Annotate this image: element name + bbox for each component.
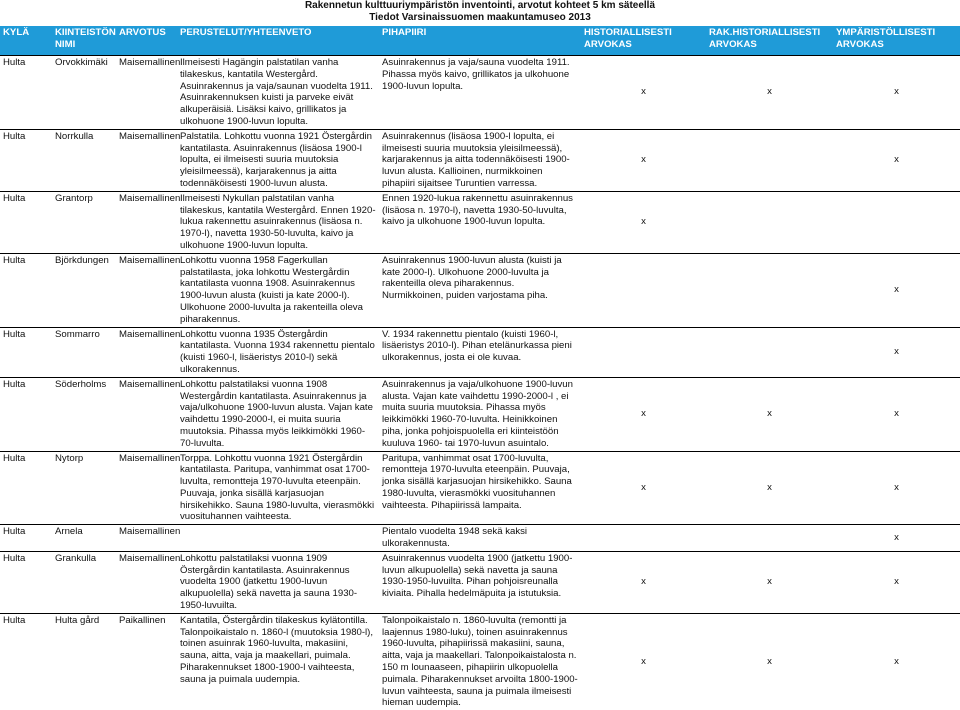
cell-ymparistollisesti: x [833, 377, 960, 451]
cell-pihapiiri: Asuinrakennus (lisäosa 1900-l lopulta, ei ilmeisesti suuria muutoksia yleisilmeessä), karjarakennus ja aitta todennäköisesti 1900-luvun alusta. Kallioinen, nurmikkoinen pihapiiri sijaitsee Turuntien varressa. [379, 129, 581, 191]
cell-kyla: Hulta [0, 377, 52, 451]
cell-perustelut: Lohkottu vuonna 1935 Östergårdin kantatilasta. Vuonna 1934 rakennettu pientalo (kuisti 1960-l, lisäeristys 2010-l) sekä ulkorakennus. [177, 327, 379, 377]
cell-ymparistollisesti: x [833, 253, 960, 327]
cell-nimi: Hulta gård [52, 613, 116, 710]
cell-historiallisesti [581, 525, 706, 552]
cell-perustelut: Lohkottu palstatilaksi vuonna 1909 Östergårdin kantatilasta. Asuinrakennus vuodelta 1900 (jatkettu 1900-luvun alkupuolella) sekä navetta ja sauna 1930-1950-luvuilta. [177, 551, 379, 613]
cell-ymparistollisesti: x [833, 551, 960, 613]
cell-rak-historiallisesti [706, 129, 833, 191]
cell-rak-historiallisesti: x [706, 377, 833, 451]
table-row [0, 551, 960, 613]
cell-rak-historiallisesti: x [706, 451, 833, 525]
cell-perustelut: Kantatila, Östergårdin tilakeskus kylätontilla. Talonpoikaistalo n. 1860-l (muutoksia 1980-l), toinen asuinrak 1960-luvulta, makasiini, sauna, aitta, vaja ja maakellari, puimala. Piharakennukset 1800-1900-l vaihteesta, sauna ja puimala uudempia. [177, 613, 379, 710]
cell-rak-historiallisesti [706, 525, 833, 552]
cell-kyla: Hulta [0, 525, 52, 552]
inventory-table [0, 26, 960, 710]
cell-nimi: Sommarro [52, 327, 116, 377]
table-row [0, 253, 960, 327]
cell-pihapiiri: Asuinrakennus vuodelta 1900 (jatkettu 1900-luvun alkupuolella) sekä navetta ja sauna 1930-1950-luvuilta. Pihan pohjoisreunalla kiviaita. Pihalla hedelmäpuita ja istutuksia. [379, 551, 581, 613]
col-header-arvotus: ARVOTUS [116, 26, 177, 56]
cell-ymparistollisesti: x [833, 129, 960, 191]
cell-rak-historiallisesti [706, 253, 833, 327]
cell-pihapiiri: Talonpoikaistalo n. 1860-luvulta (remontti ja laajennus 1980-luku), toinen asuinrakennus 1960-luvulta, pihapiirissä makasiini, sauna, aitta, vaja ja maakellari. Talonpoikaistalosta n. 150 m lounaaseen, pihapiirin ulkopuolella puimala. Piharakennukset arvoilta 1800-1900-luvun vaihteesta, sauna ja puimala ilmeisesti hieman uudempia. [379, 613, 581, 710]
cell-perustelut: Lohkottu palstatilaksi vuonna 1908 Westergårdin kantatilasta. Asuinrakennus ja vaja/ulkohuone 1900-luvun alusta. Vajan kate vaihdettu 1990-2000-l, ei muita suuria muutoksia. Pihassa myös leikkimökki 1960-70-luvulta. [177, 377, 379, 451]
cell-rak-historiallisesti [706, 191, 833, 253]
cell-historiallisesti [581, 327, 706, 377]
cell-historiallisesti: x [581, 451, 706, 525]
cell-kyla: Hulta [0, 253, 52, 327]
cell-kyla: Hulta [0, 551, 52, 613]
cell-arvotus: Maisemallinen [116, 551, 177, 613]
cell-arvotus: Maisemallinen [116, 253, 177, 327]
cell-perustelut: Ilmeisesti Nykullan palstatilan vanha tilakeskus, kantatila Westergård. Ennen 1920-lukua rakennettu asuinrakennus (lisäosa n. 1970-l), navetta 1930-50-luvulta, kaivo ja ulkohuone 1900-luvun lopulta. [177, 191, 379, 253]
col-header-kyla: KYLÄ [0, 26, 52, 56]
cell-ymparistollisesti: x [833, 56, 960, 130]
title-line-2: Tiedot Varsinaissuomen maakuntamuseo 2013 [0, 12, 960, 24]
col-header-pihapiiri: PIHAPIIRI [379, 26, 581, 56]
cell-kyla: Hulta [0, 129, 52, 191]
cell-kyla: Hulta [0, 613, 52, 710]
table-row [0, 451, 960, 525]
cell-historiallisesti: x [581, 377, 706, 451]
cell-pihapiiri: Asuinrakennus ja vaja/sauna vuodelta 1911. Pihassa myös kaivo, grillikatos ja ulkohuone 1900-luvun lopulta. [379, 56, 581, 130]
cell-ymparistollisesti [833, 191, 960, 253]
document-title [0, 0, 960, 24]
cell-historiallisesti: x [581, 56, 706, 130]
cell-arvotus: Maisemallinen [116, 525, 177, 552]
cell-nimi: Arnela [52, 525, 116, 552]
cell-ymparistollisesti: x [833, 613, 960, 710]
cell-arvotus: Maisemallinen [116, 191, 177, 253]
cell-nimi: Nytorp [52, 451, 116, 525]
cell-arvotus: Maisemallinen [116, 451, 177, 525]
cell-nimi: Grantorp [52, 191, 116, 253]
cell-arvotus: Maisemallinen [116, 327, 177, 377]
cell-historiallisesti: x [581, 129, 706, 191]
col-header-rak-historiallisesti: RAK.HISTORIALLISESTI ARVOKAS [706, 26, 833, 56]
cell-rak-historiallisesti: x [706, 56, 833, 130]
cell-rak-historiallisesti [706, 327, 833, 377]
cell-arvotus: Maisemallinen [116, 129, 177, 191]
cell-perustelut: Torppa. Lohkottu vuonna 1921 Östergårdin kantatilasta. Paritupa, vanhimmat osat 1700-luvulta, remontteja 1970-luvulta eteenpäin. Puuvaja, jonka sisällä karjasuojan hirsikehikko. Sauna 1980-luvulta, vierasmökki vuosituhannen vaihteesta. [177, 451, 379, 525]
cell-historiallisesti: x [581, 191, 706, 253]
cell-arvotus: Maisemallinen [116, 56, 177, 130]
cell-historiallisesti [581, 253, 706, 327]
table-row [0, 613, 960, 710]
cell-historiallisesti: x [581, 613, 706, 710]
cell-pihapiiri: Paritupa, vanhimmat osat 1700-luvulta, remontteja 1970-luvulta eteenpäin. Puuvaja, jonka sisällä karjasuojan hirsikehikko. Sauna 1980-luvulta, vierasmökki vuosituhannen vaihteesta. Pihapiirissä lampaita. [379, 451, 581, 525]
cell-kyla: Hulta [0, 327, 52, 377]
cell-arvotus: Maisemallinen [116, 377, 177, 451]
cell-rak-historiallisesti: x [706, 613, 833, 710]
cell-kyla: Hulta [0, 451, 52, 525]
cell-nimi: Norrkulla [52, 129, 116, 191]
table-row [0, 327, 960, 377]
cell-historiallisesti: x [581, 551, 706, 613]
table-row [0, 56, 960, 130]
cell-perustelut: Lohkottu vuonna 1958 Fagerkullan palstatilasta, joka lohkottu Westergårdin kantatilasta vuonna 1908. Asuinrakennus 1900-luvun alusta (kuisti ja kate 2000-l). Ulkohuone 2000-luvulta ja rakenteilla oleva piharakennus. [177, 253, 379, 327]
cell-pihapiiri: Ennen 1920-lukua rakennettu asuinrakennus (lisäosa n. 1970-l), navetta 1930-50-luvulta, kaivo ja ulkohuone 1900-luvun lopulta. [379, 191, 581, 253]
cell-rak-historiallisesti: x [706, 551, 833, 613]
cell-kyla: Hulta [0, 191, 52, 253]
cell-perustelut [177, 525, 379, 552]
table-row [0, 377, 960, 451]
col-header-historiallisesti: HISTORIALLISESTI ARVOKAS [581, 26, 706, 56]
cell-kyla: Hulta [0, 56, 52, 130]
table-row [0, 525, 960, 552]
cell-ymparistollisesti: x [833, 451, 960, 525]
col-header-perustelut: PERUSTELUT/YHTEENVETO [177, 26, 379, 56]
header-row [0, 26, 960, 56]
cell-ymparistollisesti: x [833, 327, 960, 377]
cell-nimi: Söderholms [52, 377, 116, 451]
table-row [0, 191, 960, 253]
cell-arvotus: Paikallinen [116, 613, 177, 710]
cell-pihapiiri: Pientalo vuodelta 1948 sekä kaksi ulkorakennusta. [379, 525, 581, 552]
cell-perustelut: Ilmeisesti Hagängin palstatilan vanha tilakeskus, kantatila Westergård. Asuinrakennus ja vaja/saunan vuodelta 1911. Asuinrakennuksen kuisti ja parveke eivät alkuperäisiä. Lisäksi kaivo, grillikatos ja ulkohuone 1900-luvun lopulta. [177, 56, 379, 130]
cell-nimi: Björkdungen [52, 253, 116, 327]
cell-pihapiiri: Asuinrakennus 1900-luvun alusta (kuisti ja kate 2000-l). Ulkohuone 2000-luvulta ja rakenteilla oleva piharakennus. Nurmikkoinen, puiden varjostama piha. [379, 253, 581, 327]
col-header-ymparistollisesti: YMPÄRISTÖLLISESTI ARVOKAS [833, 26, 960, 56]
table-row [0, 129, 960, 191]
cell-nimi: Orvokkimäki [52, 56, 116, 130]
cell-ymparistollisesti: x [833, 525, 960, 552]
table-body [0, 56, 960, 710]
cell-pihapiiri: Asuinrakennus ja vaja/ulkohuone 1900-luvun alusta. Vajan kate vaihdettu 1990-2000-l , ei muita suuria muutoksia. Pihassa myös leikkimökki 1960-70-luvulta. Heinikkoinen piha, jonka pohjoispuolella eri kiinteistöön kuuluva 1960- tai 1970-luvun asuintalo. [379, 377, 581, 451]
cell-perustelut: Palstatila. Lohkottu vuonna 1921 Östergårdin kantatilasta. Asuinrakennus (lisäosa 1900-l lopulta, ei ilmeisesti suuria muutoksia yleisilmeessä), karjarakennus ja aitta todennäköisesti 1900-luvun alusta. [177, 129, 379, 191]
cell-pihapiiri: V. 1934 rakennettu pientalo (kuisti 1960-l, lisäeristys 2010-l). Pihan etelänurkassa pieni ulkorakennus, josta ei ole kuvaa. [379, 327, 581, 377]
cell-nimi: Grankulla [52, 551, 116, 613]
col-header-nimi: KIINTEISTÖN NIMI [52, 26, 116, 56]
title-line-1: Rakennetun kulttuuriympäristön inventointi, arvotut kohteet 5 km säteellä [0, 0, 960, 12]
